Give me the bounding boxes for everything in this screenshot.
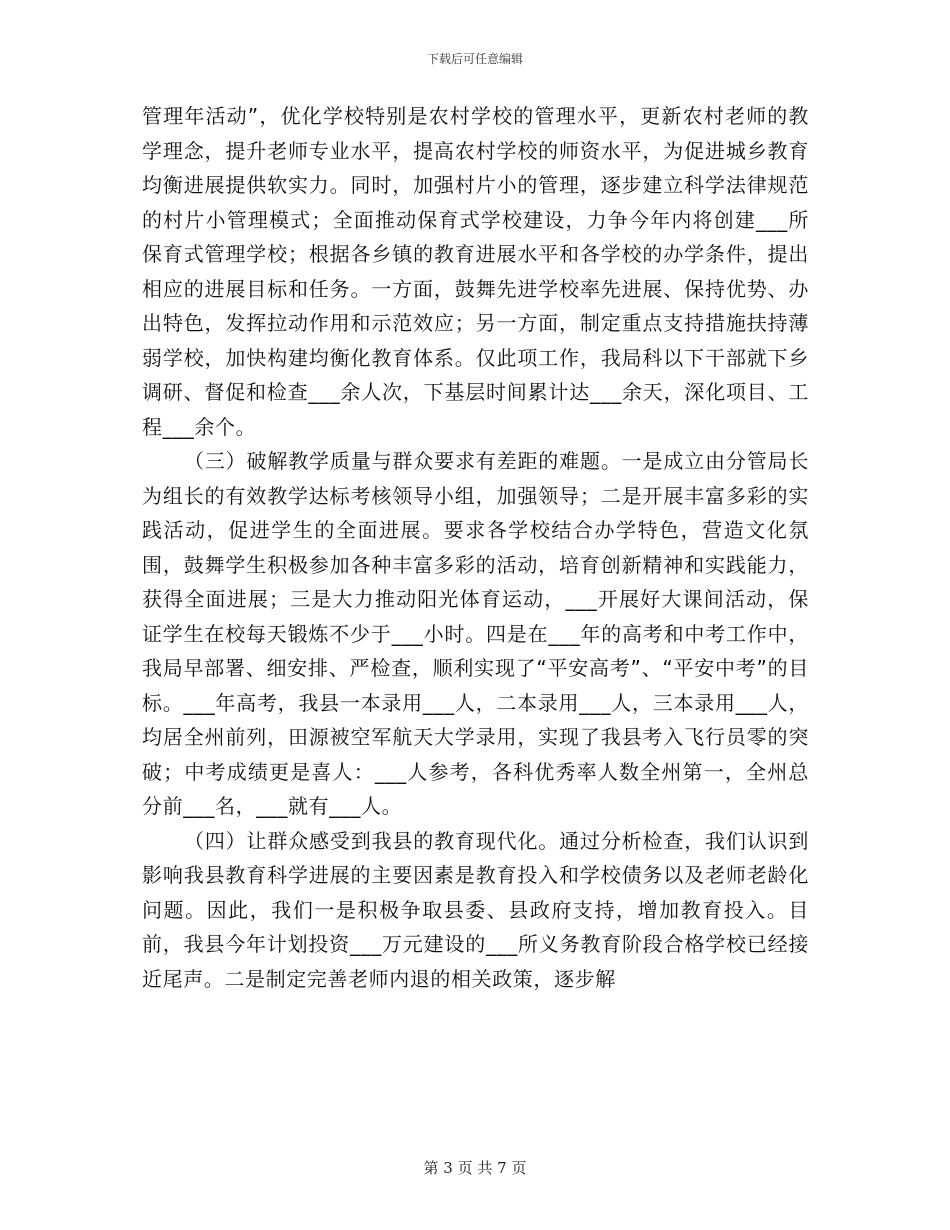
paragraph-continuation: 管理年活动”，优化学校特别是农村学校的管理水平，更新农村老师的教学理念，提升老师专业水平，提高农村学校的师资水平，为促进城乡教育均衡进展提供软实力。同时，加强村片小的管理，逐步建立科学法律规范的村片小管理模式；全面推动保育式学校建设，力争今年内将创建___所保育式管理学校；根据各乡镇的教育进展水平和各学校的办学条件，提出相应的进展目标和任务。一方面，鼓舞先进学校率先进展、保持优势、办出特色，发挥拉动作用和示范效应；另一方面，制定重点支持措施扶持薄弱学校，加快构建均衡化教育体系。仅此项工作，我局科以下干部就下乡调研、督促和检查___余人次，下基层时间累计达___余天，深化项目、工程___余个。	[142, 104, 809, 439]
page-number: 第 3 页 共 7 页	[423, 1159, 527, 1177]
paragraph-section-3: （三）破解教学质量与群众要求有差距的难题。一是成立由分管局长为组长的有效教学达标考核领导小组，加强领导；二是开展丰富多彩的实践活动，促进学生的全面进展。要求各学校结合办学特色，营造文化氛围，鼓舞学生积极参加各种丰富多彩的活动，培育创新精神和实践能力，获得全面进展；三是大力推动阳光体育运动，___开展好大课间活动，保证学生在校每天锻炼不少于___小时。四是在___年的高考和中考工作中，我局早部署、细安排、严检查，顺利实现了“平安高考”、“平安中考”的目标。___年高考，我县一本录用___人，二本录用___人，三本录用___人，均居全州前列，田源被空军航天大学录用，实现了我县考入飞行员零的突破；中考成绩更是喜人：___人参考，各科优秀率人数全州第一，全州总分前___名，___就有___人。	[142, 449, 809, 818]
page-header: 下载后可任意编辑	[426, 52, 523, 66]
document-body	[142, 99, 809, 996]
paragraph-section-4: （四）让群众感受到我县的教育现代化。通过分析检查，我们认识到影响我县教育科学进展的主要因素是教育投入和学校债务以及老师老龄化问题。因此，我们一是积极争取县委、县政府支持，增加教育投入。目前，我县今年计划投资___万元建设的___所义务教育阶段合格学校已经接近尾声。二是制定完善老师内退的相关政策，逐步解	[142, 828, 809, 991]
